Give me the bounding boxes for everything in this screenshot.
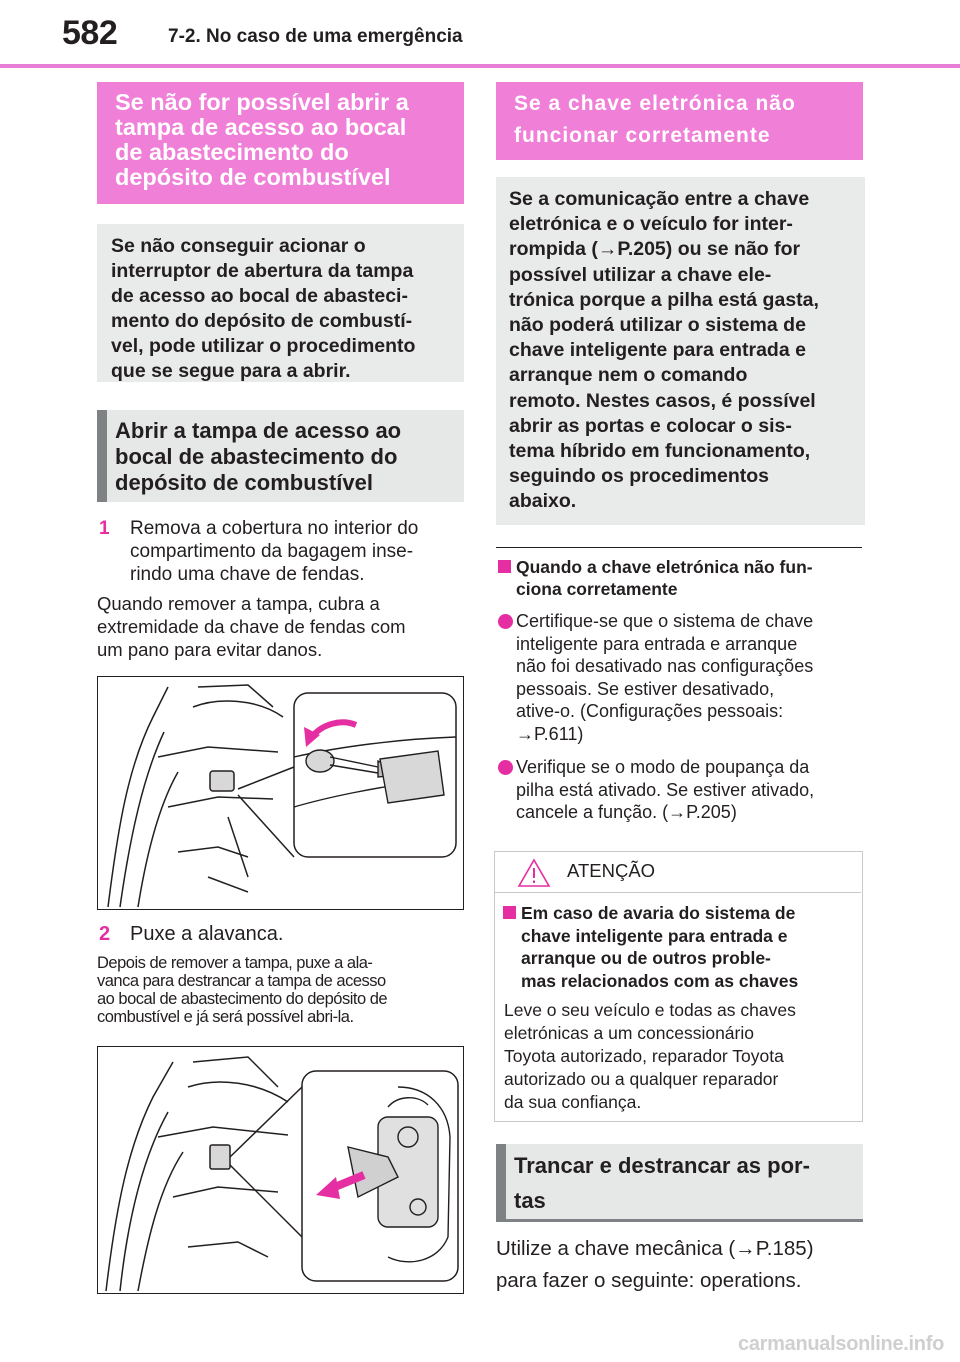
step-1-line: Remova a cobertura no interior do [130,518,419,539]
note-1 [97,592,467,661]
step-1-number: 1 [99,518,110,539]
left-subheading-line: Abrir a tampa de acesso ao [115,418,402,443]
final-text [496,1233,876,1297]
warning-text-line: eletrónicas a um concessionário [504,1023,754,1043]
right-intro-line: seguindo os procedimentos [509,465,770,488]
right-title-line: Se a chave eletrónica não [514,92,796,115]
right-title-box [496,82,863,160]
circle-bullet-icon [498,614,513,629]
note-1-line: extremidade da chave de fendas com [97,616,406,637]
bullet-2-line: pilha está ativado. Se estiver ativado, [516,779,815,800]
step-2 [99,923,469,946]
trunk-cover-drawing [98,677,462,908]
circle-bullet-icon [498,760,513,775]
warning-heading-line: chave inteligente para entrada e [521,925,788,946]
step-1-line: rindo uma chave de fendas. [130,564,365,585]
left-subheading [97,410,464,502]
right-subheading [496,1144,863,1222]
left-intro-line: interruptor de abertura da tampa [111,260,414,282]
bullet-1 [496,610,866,745]
warning-heading-line: mas relacionados com as chaves [521,970,799,991]
right-intro-line: tema híbrido em funcionamento, [509,440,811,463]
right-intro-line: abaixo. [509,490,577,513]
right-intro-line: não poderá utilizar o sistema de [509,314,806,337]
warning-triangle-icon [517,858,551,888]
illustration-remove-cover [97,676,464,910]
header-rule [0,64,960,68]
right-subheading-line: tas [514,1188,546,1213]
right-intro-line: arranque nem o comando [509,364,748,387]
lever-drawing [98,1047,462,1292]
right-intro-line: trónica porque a pilha está gasta, [509,288,819,311]
bullet-1-line: não foi desativado nas configurações [516,656,814,676]
bullet-1-line: Certifique-se que o sistema de chave [516,611,814,631]
note-2 [97,954,467,1026]
bullet-1-line: inteligente para entrada e arranque [516,633,798,654]
note-1-line: um pano para evitar danos. [97,639,323,660]
left-intro-line: de acesso ao bocal de abasteci- [111,285,408,307]
bullet-1-line: →P.611) [516,723,584,744]
warning-label: ATENÇÃO [567,860,656,881]
left-subheading-line: depósito de combustível [115,470,373,495]
final-text-line: Utilize a chave mecânica (→P.185) [496,1237,814,1260]
note-2-line: ao bocal de abastecimento do depósito de [97,990,388,1008]
bullet-2-line: Verifique se o modo de poupança da [516,757,810,777]
step-1 [99,517,469,586]
right-subheading-line: Trancar e destrancar as por- [514,1153,810,1178]
warning-text-line: Toyota autorizado, reparador Toyota [504,1046,784,1066]
right-intro-line: abrir as portas e colocar o sis- [509,414,792,437]
left-title-line: Se não for possível abrir a [115,89,409,115]
warning-text-line: da sua confiança. [504,1092,642,1112]
bullet-2 [496,756,866,824]
left-title-line: de abastecimento do [115,139,349,165]
right-title-line: funcionar corretamente [514,124,771,147]
left-intro-line: Se não conseguir acionar o [111,235,366,257]
right-heading-line: ciona corretamente [516,579,678,599]
right-intro-box [496,177,865,525]
left-subheading-line: bocal de abastecimento do [115,444,398,469]
warning-text [504,999,859,1114]
right-intro-line: chave inteligente para entrada e [509,339,806,362]
step-2-line: Puxe a alavanca. [130,923,284,945]
note-2-line: vanca para destrancar a tampa de acesso [97,972,386,990]
left-title-line: tampa de acesso ao bocal [115,114,407,140]
note-1-line: Quando remover a tampa, cubra a [97,593,380,614]
step-2-number: 2 [99,923,111,945]
right-intro-line: eletrónica e o veículo for inter- [509,213,793,236]
right-intro-line: rompida (→P.205) ou se não for [509,238,801,261]
bullet-1-line: ative-o. (Configurações pessoais: [516,701,784,721]
warning-heading [503,902,858,992]
square-bullet-icon [498,560,511,573]
warning-text-line: Leve o seu veículo e todas as chaves [504,1000,796,1020]
left-intro-line: vel, pode utilizar o procedimento [111,335,416,357]
illustration-pull-lever [97,1046,464,1294]
right-heading-line: Quando a chave eletrónica não fun- [516,557,813,577]
left-intro-line: mento do depósito de combustí- [111,310,413,332]
right-intro-line: remoto. Nestes casos, é possível [509,389,816,412]
left-title-box [97,82,464,204]
square-bullet-icon [503,906,516,919]
left-title-line: depósito de combustível [115,164,391,190]
right-divider [496,547,862,548]
warning-box [494,851,863,1122]
left-intro-box [97,224,464,382]
left-intro-line: que se segue para a abrir. [111,360,351,382]
warning-heading-line: Em caso de avaria do sistema de [521,903,796,923]
warning-text-line: autorizado ou a qualquer reparador [504,1069,779,1089]
section-title: 7-2. No caso de uma emergência [168,26,463,47]
step-1-line: compartimento da bagagem inse- [130,541,414,562]
warning-header [495,852,861,893]
final-text-line: para fazer o seguinte: operations. [496,1269,802,1292]
right-heading [496,556,866,600]
watermark: carmanualsonline.info [738,1333,944,1355]
note-2-line: combustível e já será possível abri-la. [97,1008,354,1026]
note-2-line: Depois de remover a tampa, puxe a ala- [97,954,373,972]
warning-heading-line: arranque ou de outros proble- [521,948,771,968]
bullet-2-line: cancele a função. (→P.205) [516,802,737,822]
bullet-1-line: pessoais. Se estiver desativado, [516,678,775,699]
right-intro-line: Se a comunicação entre a chave [509,188,810,210]
page-number: 582 [62,14,118,52]
right-intro-line: possível utilizar a chave ele- [509,263,772,286]
